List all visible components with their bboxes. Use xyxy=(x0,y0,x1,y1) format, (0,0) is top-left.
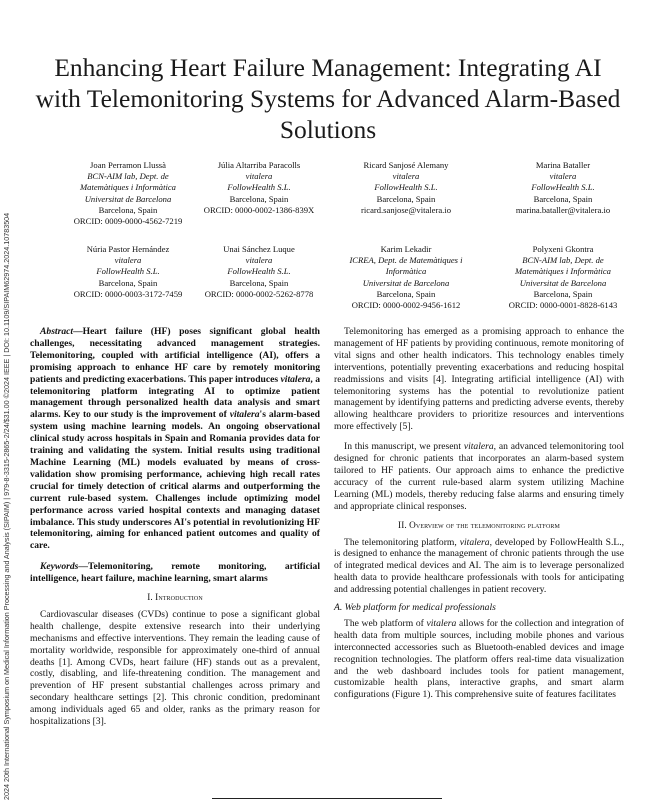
author-contact: ORCID: 0009-0000-4562-7219 xyxy=(73,216,183,227)
paper-title: Enhancing Heart Failure Management: Integrating AI with Telemonitoring Systems for Advanced Alarm-Based Solutions xyxy=(35,53,621,144)
author-location: Barcelona, Spain xyxy=(533,288,593,299)
sidebar-citation-text: 2024 20th International Symposium on Medical Information Processing and Analysis (SIPAIM) | 979-8-3315-2865-2/24/$31.00 ©2024 IEEE | DOI: 10.1109/SIPAIM62974.2024.10783504 xyxy=(2,212,11,800)
author-location: Barcelona, Spain xyxy=(229,277,289,288)
body-emphasis: vitalera xyxy=(463,441,494,453)
author-location: Barcelona, Spain xyxy=(533,193,593,204)
publication-sidebar xyxy=(1,30,13,803)
author-affiliation: FollowHealth S.L. xyxy=(227,266,291,277)
author-affiliation: vitalera xyxy=(392,171,420,182)
footnote-rule xyxy=(212,798,442,799)
abstract-emphasis: vitalera xyxy=(280,373,311,385)
body-paragraph: Telemonitoring has emerged as a promising approach to enhance the management of HF patients by providing continuous, remote monitoring of vital signs and other health indicators. This technology enables timely interventions, potentially preventing exacerbations and reducing hospital readmissions and visits [4]. Integrating artificial intelligence (AI) with telemonitoring systems has the potential to revolutionize patient management by identifying patterns and predicting adverse events, thereby allowing healthcare providers to prioritize resources and interventions more effectively [5]. xyxy=(334,326,624,433)
author-affiliation: FollowHealth S.L. xyxy=(227,182,291,193)
body-text: The telemonitoring platform, xyxy=(344,536,460,548)
author-name: Karim Lekadir xyxy=(380,244,432,254)
author-affiliation: vitalera xyxy=(549,171,577,182)
author-contact: ORCID: 0000-0003-3172-7459 xyxy=(73,288,183,299)
abstract-text: , a telemonitoring platform integrating AI to optimize patient management through personalized health data analysis and smart alarms. Key to our study is the improvement of xyxy=(30,373,321,421)
author-block xyxy=(331,244,481,311)
author-block xyxy=(53,244,203,300)
author-affiliation: Universitat de Barcelona xyxy=(362,277,450,288)
author-block xyxy=(488,160,638,216)
author-contact: ricard.sanjose@vitalera.io xyxy=(361,204,451,215)
abstract-label: Abstract xyxy=(40,326,74,337)
section-heading: I. Introduction xyxy=(147,592,203,603)
author-location: Barcelona, Spain xyxy=(376,288,436,299)
author-affiliation: FollowHealth S.L. xyxy=(531,182,595,193)
author-block xyxy=(184,244,334,300)
keywords-label: Keywords xyxy=(40,561,79,573)
author-block xyxy=(331,160,481,216)
author-contact: ORCID: 0000-0002-1386-839X xyxy=(203,204,315,215)
author-name: Núria Pastor Hernández xyxy=(86,244,170,254)
body-text: In this manuscript, we present xyxy=(344,441,464,453)
body-paragraph xyxy=(334,441,624,512)
abstract-text: —Heart failure (HF) poses significant global health challenges, necessitating advanced management strategies. Telemonitoring, coupled with artificial intelligence (AI), offers a promising approach to enhance HF care by remotely monitoring patients and predicting exacerbations. This paper introduces xyxy=(30,326,320,385)
abstract-text: 's alarm-based system using machine learning models. An ongoing observational clinical study across hospitals in Spain and Romania provides data for training and validating the system. Initial results using traditional Machine Learning (ML) models evaluated by means of cross-validation show promising performance, achieving high recall rates crucial for timely detection of critical alarms and outperforming the current rule-based system. Challenges include optimizing model performance across varied hospital contexts and managing dataset imbalance. This study underscores AI's potential in revolutionizing HF telemonitoring, aiming for enhanced patient outcomes and quality of care. xyxy=(30,409,320,552)
author-block xyxy=(488,244,638,311)
author-name: Joan Perramon Llussà xyxy=(90,160,166,170)
author-contact: ORCID: 0000-0002-9456-1612 xyxy=(351,300,461,311)
right-column xyxy=(334,326,624,701)
body-text: , an advanced telemonitoring tool designed for chronic patients that incorporates an alarm-based system tailored to HF patients. Our approach aims to enhance the predictive accuracy of the current rule-based alarm system utilizing Machine Learning (ML) models, thereby reducing false alarms and ensuring timely and appropriate clinical responses. xyxy=(334,441,624,512)
body-text: The web platform of xyxy=(344,617,427,629)
author-block xyxy=(184,160,334,216)
author-affiliation: ICREA, Dept. de Matemàtiques i xyxy=(349,255,463,266)
author-affiliation: BCN-AIM lab, Dept. de xyxy=(522,255,604,266)
keywords-text: —Telemonitoring, remote monitoring, artificial intelligence, heart failure, machine learning, smart alarms xyxy=(30,561,320,585)
subsection-heading: A. Web platform for medical professionals xyxy=(334,602,496,614)
author-name: Unai Sánchez Luque xyxy=(223,244,295,254)
body-text: allows for the collection and integration of health data from multiple sources, including mobile phones and various interconnected accessories such as Bluetooth-enabled devices and image recognition technologies. The platform offers real-time data visualization and the web dashboard includes tools for patient management, customizable health plans, interactive graphs, and smart alarm configurations (Figure 1). This comprehensive suite of features facilitates xyxy=(334,617,624,701)
author-contact: marina.bataller@vitalera.io xyxy=(515,204,611,215)
body-paragraph: Cardiovascular diseases (CVDs) continue to pose a significant global health challenge, despite extensive research into their underlying mechanisms and effective interventions. They remain the leading cause of mortality worldwide, responsible for approximately one-third of annual deaths [1]. Among CVDs, heart failure (HF) stands out as a prevalent, costly, disabling, and life-threatening condition. The management and prevention of HF present substantial challenges across primary and secondary healthcare settings [2]. This chronic condition, predominant among individuals aged 65 and older, ranks as the primary reason for hospitalizations [3]. xyxy=(30,608,320,728)
author-affiliation: Universitat de Barcelona xyxy=(84,193,172,204)
author-affiliation: Matemàtiques i Informàtica xyxy=(80,182,176,193)
author-affiliation: FollowHealth S.L. xyxy=(96,266,160,277)
author-contact: ORCID: 0000-0001-8828-6143 xyxy=(508,300,618,311)
author-name: Júlia Altarriba Paracolls xyxy=(217,160,301,170)
body-emphasis: vitalera xyxy=(426,617,457,629)
left-column xyxy=(30,326,320,728)
author-affiliation: BCN-AIM lab, Dept. de xyxy=(87,171,169,182)
author-location: Barcelona, Spain xyxy=(229,193,289,204)
author-block xyxy=(53,160,203,227)
author-name: Marina Bataller xyxy=(535,160,591,170)
body-paragraph xyxy=(334,537,624,597)
section-heading: II. Overview of the telemonitoring platform xyxy=(398,519,560,530)
author-location: Barcelona, Spain xyxy=(376,193,436,204)
body-text: , developed by FollowHealth S.L., is designed to enhance the management of chronic patients through the use of integrated medical devices and AI. The aim is to leverage personalized health data to provide healthcare professionals with tools for anticipating and addressing potential challenges in patient recovery. xyxy=(334,536,624,596)
author-location: Barcelona, Spain xyxy=(98,277,158,288)
body-emphasis: vitalera xyxy=(459,536,490,548)
keywords-paragraph xyxy=(30,561,320,585)
abstract-paragraph xyxy=(30,326,320,552)
author-affiliation: vitalera xyxy=(245,171,273,182)
author-location: Barcelona, Spain xyxy=(98,204,158,215)
author-affiliation: vitalera xyxy=(245,255,273,266)
author-contact: ORCID: 0000-0002-5262-8778 xyxy=(204,288,314,299)
body-paragraph xyxy=(334,618,624,701)
author-name: Ricard Sanjosé Alemany xyxy=(363,160,449,170)
author-affiliation: Matemàtiques i Informàtica xyxy=(515,266,611,277)
author-name: Polyxeni Gkontra xyxy=(532,244,594,254)
author-affiliation: vitalera xyxy=(114,255,142,266)
author-affiliation: FollowHealth S.L. xyxy=(374,182,438,193)
author-affiliation: Informàtica xyxy=(385,266,427,277)
abstract-emphasis: vitalera xyxy=(229,409,260,421)
author-affiliation: Universitat de Barcelona xyxy=(519,277,607,288)
